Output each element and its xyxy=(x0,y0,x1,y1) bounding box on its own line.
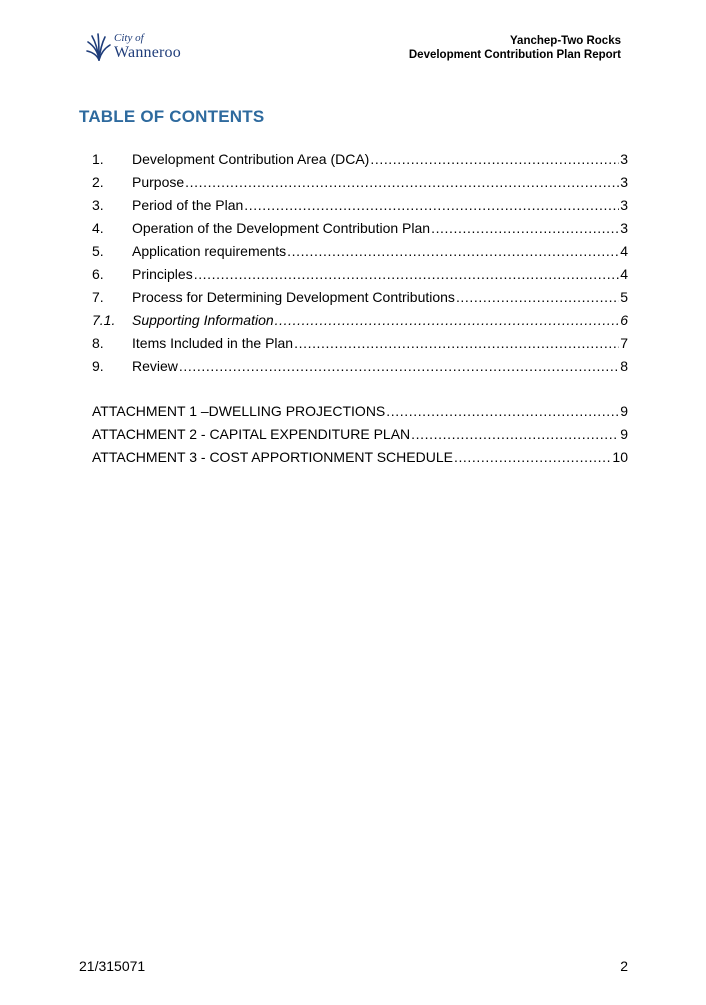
toc-entry-number: 5. xyxy=(92,243,104,259)
attachment-entry[interactable] xyxy=(92,424,628,447)
toc-entry-title: Items Included in the Plan xyxy=(132,335,294,351)
toc-entry-title: Operation of the Development Contribution Plan xyxy=(132,220,431,236)
attachment-title: ATTACHMENT 2 - CAPITAL EXPENDITURE PLAN xyxy=(92,426,411,442)
toc-entry-page: 4 xyxy=(620,243,628,259)
grass-tree-logo-icon xyxy=(86,32,112,62)
toc-entry[interactable] xyxy=(92,241,628,264)
toc-entry-page: 4 xyxy=(620,266,628,282)
toc-entry[interactable] xyxy=(92,149,628,172)
attachment-page: 10 xyxy=(612,449,628,465)
toc-leader-dots xyxy=(275,310,620,330)
toc-entry-number: 8. xyxy=(92,335,104,351)
toc-entry-title: Period of the Plan xyxy=(132,197,244,213)
attachment-page: 9 xyxy=(620,426,628,442)
toc-entry-number: 3. xyxy=(92,197,104,213)
document-reference: 21/315071 xyxy=(79,958,146,974)
page-number: 2 xyxy=(620,958,628,974)
toc-entry-number: 7.1. xyxy=(92,312,116,328)
toc-heading: TABLE OF CONTENTS xyxy=(79,107,265,126)
toc-entry[interactable] xyxy=(92,195,628,218)
toc-leader-dots xyxy=(185,172,619,192)
report-title xyxy=(409,34,621,62)
toc-leader-dots xyxy=(456,287,619,307)
toc-entry-number: 4. xyxy=(92,220,104,236)
report-title-line2: Development Contribution Plan Report xyxy=(408,49,621,61)
toc-entry[interactable] xyxy=(92,172,628,195)
toc-leader-dots xyxy=(370,149,619,169)
toc-entry-page: 3 xyxy=(620,174,628,190)
toc-entry-number: 2. xyxy=(92,174,104,190)
toc-entry-title: Process for Determining Development Contributions xyxy=(132,289,455,305)
logo-city-text: City of xyxy=(114,32,144,44)
toc-entry[interactable] xyxy=(92,356,628,379)
toc-entry-number: 9. xyxy=(92,358,104,374)
toc-entry[interactable] xyxy=(92,310,628,333)
attachment-entry[interactable] xyxy=(92,447,628,470)
toc-entry-title: Purpose xyxy=(132,174,185,190)
toc-leader-dots xyxy=(287,241,619,261)
toc-entry[interactable] xyxy=(92,287,628,310)
toc-entry[interactable] xyxy=(92,218,628,241)
toc-entry-title: Review xyxy=(132,358,178,374)
toc-entry-page: 6 xyxy=(620,312,628,328)
toc-entry[interactable] xyxy=(92,264,628,287)
toc-leader-dots xyxy=(454,447,611,467)
toc-entry-page: 7 xyxy=(620,335,628,351)
toc-entry-title: Development Contribution Area (DCA) xyxy=(132,151,370,167)
toc-entry-number: 6. xyxy=(92,266,104,282)
toc-entry[interactable] xyxy=(92,333,628,356)
attachment-title: ATTACHMENT 1 –DWELLING PROJECTIONS xyxy=(92,403,386,419)
toc-entry-title: Principles xyxy=(132,266,193,282)
toc-leader-dots xyxy=(244,195,619,215)
toc-entry-title: Application requirements xyxy=(132,243,287,259)
toc-leader-dots xyxy=(411,424,619,444)
toc-leader-dots xyxy=(386,401,619,421)
report-title-line1: Yanchep-Two Rocks xyxy=(510,35,621,47)
attachment-title: ATTACHMENT 3 - COST APPORTIONMENT SCHEDULE xyxy=(92,449,453,465)
city-of-wanneroo-logo xyxy=(86,32,196,64)
toc-entry-number: 1. xyxy=(92,151,104,167)
toc-entry-page: 3 xyxy=(620,220,628,236)
attachment-page: 9 xyxy=(620,403,628,419)
attachments-list xyxy=(92,401,628,470)
toc-entry-page: 3 xyxy=(620,197,628,213)
toc-entry-title: Supporting Information xyxy=(132,312,274,328)
toc-leader-dots xyxy=(431,218,619,238)
toc-leader-dots xyxy=(294,333,619,353)
toc-entry-page: 8 xyxy=(620,358,628,374)
toc-entry-page: 5 xyxy=(620,289,628,305)
toc-leader-dots xyxy=(194,264,620,284)
table-of-contents xyxy=(92,149,628,379)
toc-entry-page: 3 xyxy=(620,151,628,167)
toc-entry-number: 7. xyxy=(92,289,104,305)
logo-name-text: Wanneroo xyxy=(114,44,181,61)
toc-leader-dots xyxy=(179,356,619,376)
attachment-entry[interactable] xyxy=(92,401,628,424)
